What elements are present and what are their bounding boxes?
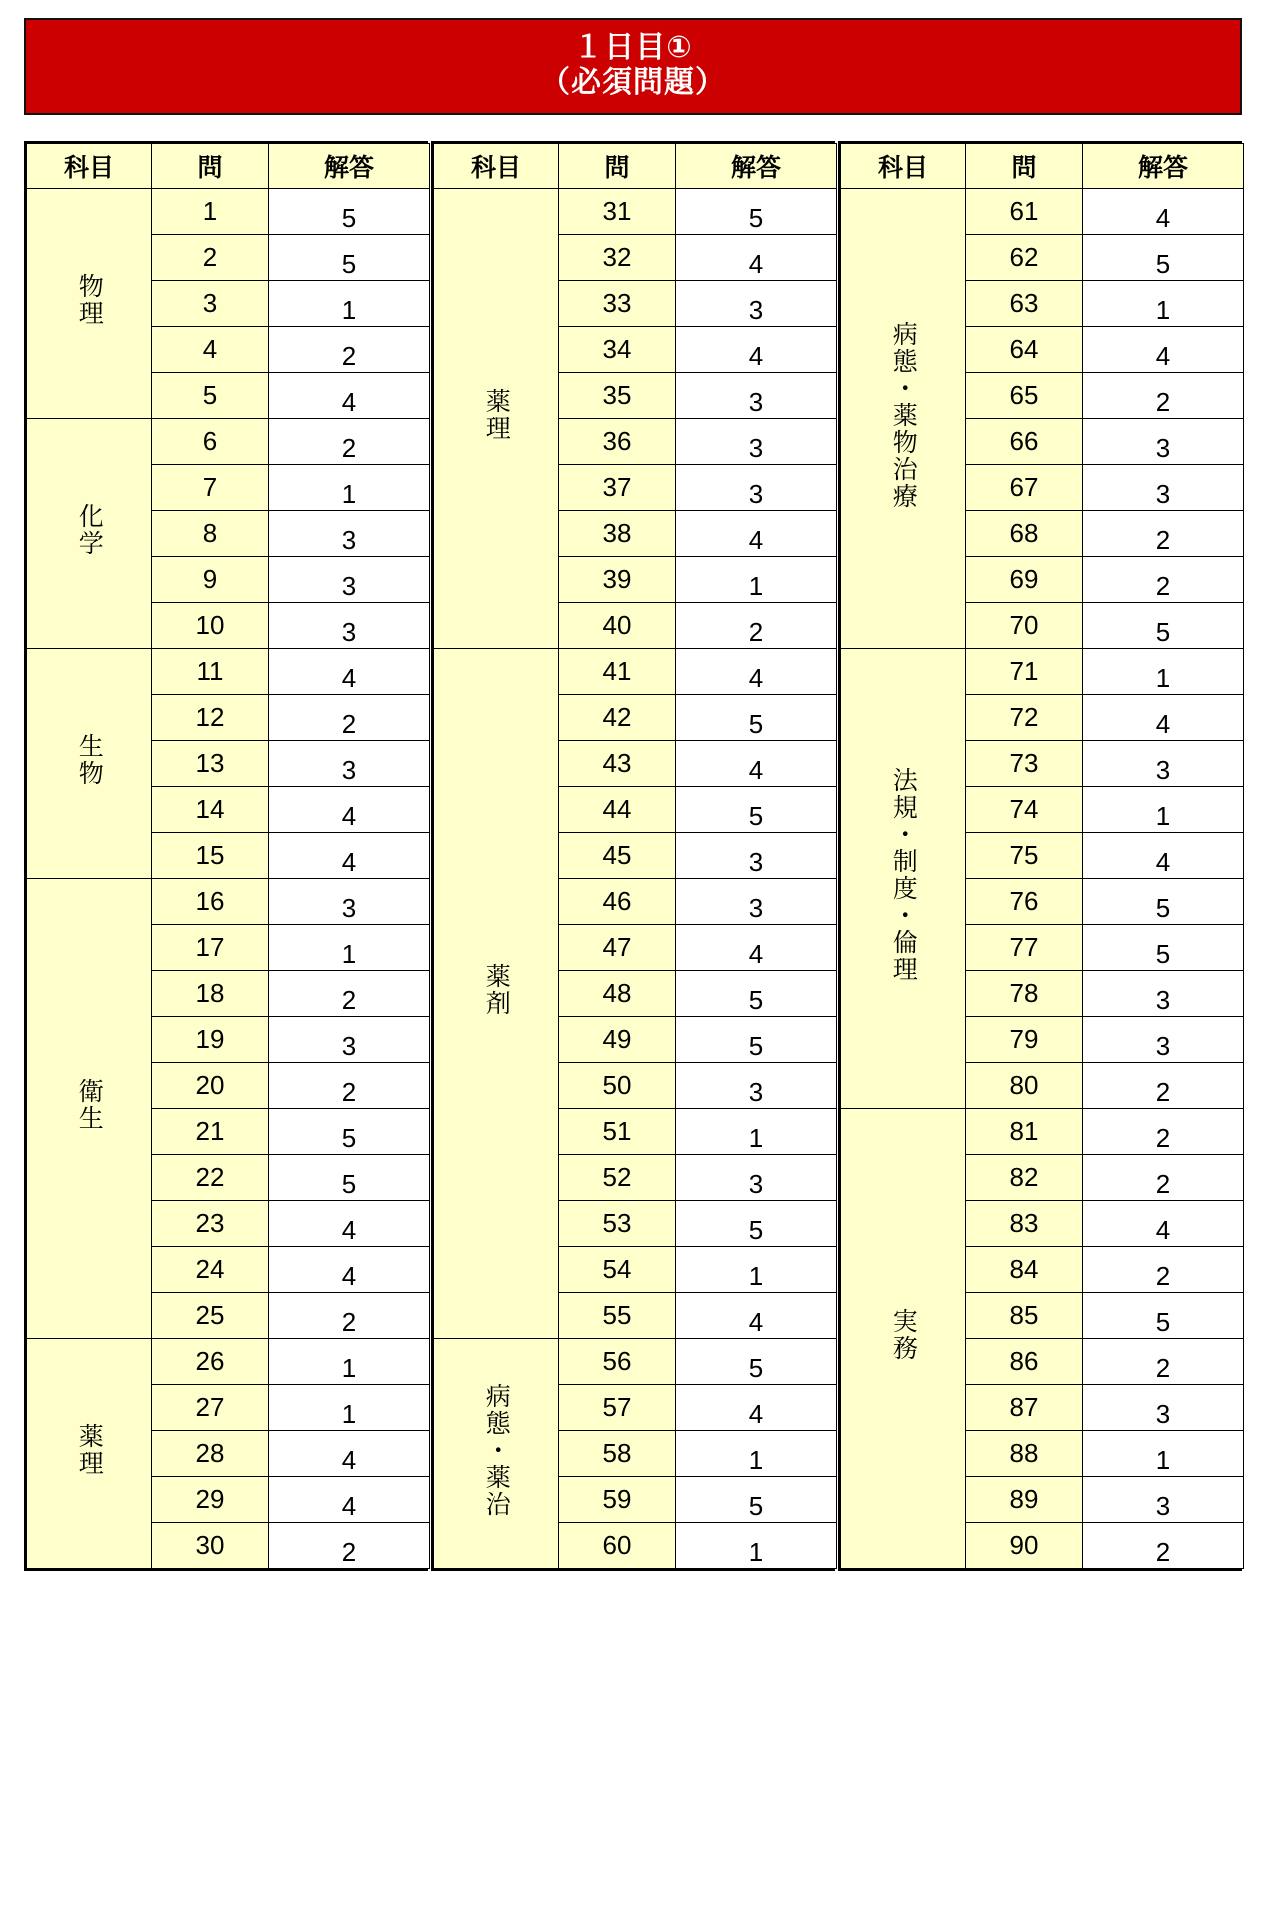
question-number-cell: 71	[966, 648, 1083, 694]
question-number-cell: 63	[966, 280, 1083, 326]
answer-cell: 5	[269, 1108, 430, 1154]
answer-cell: 5	[269, 188, 430, 234]
question-number-cell: 8	[152, 510, 269, 556]
subject-label: 物理	[75, 273, 104, 328]
question-number-cell: 23	[152, 1200, 269, 1246]
answer-cell: 3	[269, 878, 430, 924]
subject-cell	[434, 188, 559, 648]
subject-label: 薬理	[482, 388, 511, 443]
question-number-cell: 69	[966, 556, 1083, 602]
subject-cell	[27, 648, 152, 878]
answer-cell: 3	[676, 832, 837, 878]
answer-cell: 4	[269, 1476, 430, 1522]
answer-cell: 5	[1083, 1292, 1244, 1338]
answer-block-2	[431, 141, 835, 1571]
answer-cell: 5	[1083, 602, 1244, 648]
answer-cell: 4	[676, 924, 837, 970]
question-number-cell: 57	[559, 1384, 676, 1430]
subject-cell	[841, 1108, 966, 1568]
filler-cell	[1083, 1568, 1244, 1569]
answer-cell: 2	[1083, 556, 1244, 602]
question-number-cell: 4	[152, 326, 269, 372]
question-number-cell: 79	[966, 1016, 1083, 1062]
question-number-cell: 5	[152, 372, 269, 418]
answer-cell: 2	[269, 1292, 430, 1338]
filler-cell	[269, 1568, 430, 1569]
answer-cell: 2	[269, 326, 430, 372]
answer-cell: 2	[1083, 1338, 1244, 1384]
question-number-cell: 67	[966, 464, 1083, 510]
answer-cell: 3	[676, 1062, 837, 1108]
answer-cell: 2	[269, 1522, 430, 1568]
answer-cell: 5	[676, 970, 837, 1016]
table-row	[27, 1338, 430, 1384]
question-number-cell: 66	[966, 418, 1083, 464]
answer-cell: 5	[1083, 878, 1244, 924]
answer-cell: 3	[676, 372, 837, 418]
header-cell-answer: 解答	[1083, 143, 1244, 188]
answer-cell: 5	[676, 694, 837, 740]
question-number-cell: 28	[152, 1430, 269, 1476]
question-number-cell: 24	[152, 1246, 269, 1292]
answer-cell: 3	[269, 556, 430, 602]
answer-cell: 5	[676, 786, 837, 832]
question-number-cell: 20	[152, 1062, 269, 1108]
question-number-cell: 26	[152, 1338, 269, 1384]
answer-cell: 2	[269, 970, 430, 1016]
subject-cell	[27, 418, 152, 648]
subject-label: 化学	[75, 503, 104, 558]
question-number-cell: 19	[152, 1016, 269, 1062]
question-number-cell: 61	[966, 188, 1083, 234]
answer-cell: 4	[676, 648, 837, 694]
table-row	[27, 648, 430, 694]
answer-cell: 2	[1083, 1108, 1244, 1154]
question-number-cell: 70	[966, 602, 1083, 648]
question-number-cell: 51	[559, 1108, 676, 1154]
answer-cell: 4	[1083, 188, 1244, 234]
question-number-cell: 87	[966, 1384, 1083, 1430]
answer-cell: 1	[676, 1108, 837, 1154]
question-number-cell: 78	[966, 970, 1083, 1016]
subject-cell	[434, 648, 559, 1338]
question-number-cell: 21	[152, 1108, 269, 1154]
question-number-cell: 72	[966, 694, 1083, 740]
question-number-cell: 16	[152, 878, 269, 924]
question-number-cell: 86	[966, 1338, 1083, 1384]
question-number-cell: 13	[152, 740, 269, 786]
header-cell-answer: 解答	[676, 143, 837, 188]
question-number-cell: 52	[559, 1154, 676, 1200]
table-row	[27, 188, 430, 234]
answer-cell: 2	[1083, 1246, 1244, 1292]
question-number-cell: 58	[559, 1430, 676, 1476]
question-number-cell: 36	[559, 418, 676, 464]
answer-cell: 1	[676, 1246, 837, 1292]
question-number-cell: 38	[559, 510, 676, 556]
question-number-cell: 25	[152, 1292, 269, 1338]
filler-cell	[676, 1568, 837, 1569]
question-number-cell: 88	[966, 1430, 1083, 1476]
subject-label: 病態・薬治	[482, 1382, 511, 1518]
question-number-cell: 56	[559, 1338, 676, 1384]
question-number-cell: 34	[559, 326, 676, 372]
answer-cell: 2	[1083, 1062, 1244, 1108]
answer-cell: 5	[1083, 234, 1244, 280]
question-number-cell: 31	[559, 188, 676, 234]
answer-cell: 4	[676, 740, 837, 786]
answer-table-3	[840, 143, 1244, 1569]
answer-cell: 1	[269, 280, 430, 326]
answer-cell: 5	[269, 1154, 430, 1200]
answer-cell: 2	[269, 694, 430, 740]
question-number-cell: 83	[966, 1200, 1083, 1246]
answer-cell: 3	[676, 1154, 837, 1200]
answer-cell: 5	[676, 1476, 837, 1522]
question-number-cell: 48	[559, 970, 676, 1016]
answer-cell: 4	[1083, 1200, 1244, 1246]
answer-cell: 4	[269, 832, 430, 878]
subject-label: 法規・制度・倫理	[889, 767, 918, 984]
answer-cell: 3	[269, 740, 430, 786]
question-number-cell: 39	[559, 556, 676, 602]
question-number-cell: 12	[152, 694, 269, 740]
header-cell-subject: 科目	[841, 143, 966, 188]
answer-cell: 4	[269, 1200, 430, 1246]
answer-cell: 1	[269, 1338, 430, 1384]
subject-label: 生物	[75, 733, 104, 788]
question-number-cell: 47	[559, 924, 676, 970]
answer-cell: 4	[269, 648, 430, 694]
question-number-cell: 27	[152, 1384, 269, 1430]
table-row	[434, 1338, 837, 1384]
header-cell-subject: 科目	[27, 143, 152, 188]
answer-cell: 2	[269, 1062, 430, 1108]
question-number-cell: 10	[152, 602, 269, 648]
table-row	[27, 878, 430, 924]
answer-cell: 4	[676, 1384, 837, 1430]
question-number-cell: 35	[559, 372, 676, 418]
filler-cell	[841, 1568, 966, 1569]
question-number-cell: 65	[966, 372, 1083, 418]
question-number-cell: 62	[966, 234, 1083, 280]
question-number-cell: 17	[152, 924, 269, 970]
question-number-cell: 49	[559, 1016, 676, 1062]
answer-cell: 3	[676, 878, 837, 924]
answer-cell: 2	[269, 418, 430, 464]
question-number-cell: 84	[966, 1246, 1083, 1292]
question-number-cell: 41	[559, 648, 676, 694]
answer-cell: 3	[1083, 970, 1244, 1016]
answer-table-1	[26, 143, 430, 1569]
answer-cell: 1	[1083, 1430, 1244, 1476]
question-number-cell: 37	[559, 464, 676, 510]
answer-cell: 2	[1083, 1522, 1244, 1568]
question-number-cell: 55	[559, 1292, 676, 1338]
question-number-cell: 76	[966, 878, 1083, 924]
answer-block-3	[838, 141, 1242, 1571]
subject-cell	[27, 188, 152, 418]
subject-label: 薬剤	[482, 963, 511, 1018]
question-number-cell: 81	[966, 1108, 1083, 1154]
question-number-cell: 50	[559, 1062, 676, 1108]
question-number-cell: 59	[559, 1476, 676, 1522]
table-row	[434, 188, 837, 234]
answer-cell: 4	[676, 234, 837, 280]
subject-cell	[841, 648, 966, 1108]
question-number-cell: 75	[966, 832, 1083, 878]
answer-cell: 1	[676, 1522, 837, 1568]
answer-cell: 2	[1083, 1154, 1244, 1200]
question-number-cell: 40	[559, 602, 676, 648]
answer-cell: 2	[1083, 510, 1244, 556]
answer-cell: 3	[676, 464, 837, 510]
question-number-cell: 90	[966, 1522, 1083, 1568]
question-number-cell: 3	[152, 280, 269, 326]
answer-cell: 4	[1083, 694, 1244, 740]
filler-cell	[27, 1568, 152, 1569]
question-number-cell: 46	[559, 878, 676, 924]
answer-cell: 1	[676, 556, 837, 602]
answer-cell: 3	[1083, 740, 1244, 786]
page-title	[24, 18, 1242, 115]
answer-cell: 2	[1083, 372, 1244, 418]
table-row	[27, 418, 430, 464]
question-number-cell: 64	[966, 326, 1083, 372]
answer-cell: 1	[269, 464, 430, 510]
answer-cell: 3	[1083, 1016, 1244, 1062]
answer-cell: 5	[676, 1016, 837, 1062]
page-title-line2: （必須問題）	[540, 66, 726, 100]
question-number-cell: 85	[966, 1292, 1083, 1338]
answer-cell: 4	[269, 1430, 430, 1476]
question-number-cell: 9	[152, 556, 269, 602]
filler-cell	[966, 1568, 1083, 1569]
filler-cell	[559, 1568, 676, 1569]
answer-cell: 1	[1083, 648, 1244, 694]
question-number-cell: 32	[559, 234, 676, 280]
answer-cell: 3	[1083, 1384, 1244, 1430]
question-number-cell: 42	[559, 694, 676, 740]
table-header-row	[841, 143, 1244, 188]
question-number-cell: 18	[152, 970, 269, 1016]
question-number-cell: 14	[152, 786, 269, 832]
table-row-filler	[434, 1568, 837, 1569]
subject-cell	[434, 1338, 559, 1568]
filler-cell	[434, 1568, 559, 1569]
table-row-filler	[27, 1568, 430, 1569]
answer-table-2	[433, 143, 837, 1569]
answer-cell: 1	[1083, 280, 1244, 326]
table-row	[434, 648, 837, 694]
header-cell-answer: 解答	[269, 143, 430, 188]
question-number-cell: 6	[152, 418, 269, 464]
question-number-cell: 74	[966, 786, 1083, 832]
answer-cell: 1	[676, 1430, 837, 1476]
answer-cell: 4	[1083, 832, 1244, 878]
answer-cell: 1	[269, 1384, 430, 1430]
answer-cell: 3	[1083, 1476, 1244, 1522]
table-header-row	[434, 143, 837, 188]
question-number-cell: 53	[559, 1200, 676, 1246]
answer-cell: 1	[269, 924, 430, 970]
answer-cell: 4	[269, 786, 430, 832]
subject-cell	[27, 878, 152, 1338]
subject-cell	[27, 1338, 152, 1568]
answer-cell: 5	[676, 1338, 837, 1384]
answer-cell: 3	[676, 280, 837, 326]
table-row	[841, 1108, 1244, 1154]
question-number-cell: 68	[966, 510, 1083, 556]
question-number-cell: 73	[966, 740, 1083, 786]
question-number-cell: 77	[966, 924, 1083, 970]
answer-cell: 3	[676, 418, 837, 464]
answer-cell: 4	[1083, 326, 1244, 372]
answer-cell: 5	[1083, 924, 1244, 970]
answer-cell: 4	[676, 326, 837, 372]
question-number-cell: 11	[152, 648, 269, 694]
question-number-cell: 2	[152, 234, 269, 280]
question-number-cell: 60	[559, 1522, 676, 1568]
answer-cell: 4	[269, 372, 430, 418]
answer-cell: 3	[269, 1016, 430, 1062]
question-number-cell: 82	[966, 1154, 1083, 1200]
question-number-cell: 30	[152, 1522, 269, 1568]
subject-label: 病態・薬物治療	[889, 320, 918, 510]
question-number-cell: 22	[152, 1154, 269, 1200]
header-cell-subject: 科目	[434, 143, 559, 188]
answer-cell: 2	[676, 602, 837, 648]
subject-label: 薬理	[75, 1423, 104, 1478]
answer-cell: 3	[269, 602, 430, 648]
question-number-cell: 54	[559, 1246, 676, 1292]
answer-cell: 3	[269, 510, 430, 556]
question-number-cell: 1	[152, 188, 269, 234]
answer-cell: 1	[1083, 786, 1244, 832]
subject-cell	[841, 188, 966, 648]
answer-block-1	[24, 141, 428, 1571]
question-number-cell: 80	[966, 1062, 1083, 1108]
answer-cell: 5	[676, 1200, 837, 1246]
question-number-cell: 89	[966, 1476, 1083, 1522]
header-cell-question: 問	[152, 143, 269, 188]
answer-cell: 3	[1083, 464, 1244, 510]
table-row	[841, 188, 1244, 234]
answer-cell: 4	[676, 510, 837, 556]
answer-cell: 4	[676, 1292, 837, 1338]
question-number-cell: 15	[152, 832, 269, 878]
question-number-cell: 7	[152, 464, 269, 510]
answer-cell: 4	[269, 1246, 430, 1292]
answer-cell: 5	[269, 234, 430, 280]
question-number-cell: 45	[559, 832, 676, 878]
header-cell-question: 問	[559, 143, 676, 188]
question-number-cell: 29	[152, 1476, 269, 1522]
question-number-cell: 44	[559, 786, 676, 832]
answer-cell: 3	[1083, 418, 1244, 464]
filler-cell	[152, 1568, 269, 1569]
answer-grid	[24, 141, 1242, 1571]
subject-label: 実務	[889, 1308, 918, 1363]
answer-cell: 5	[676, 188, 837, 234]
table-header-row	[27, 143, 430, 188]
subject-label: 衛生	[75, 1078, 104, 1133]
table-row-filler	[841, 1568, 1244, 1569]
page-title-line1: １日目①	[573, 31, 693, 64]
question-number-cell: 43	[559, 740, 676, 786]
table-row	[841, 648, 1244, 694]
question-number-cell: 33	[559, 280, 676, 326]
header-cell-question: 問	[966, 143, 1083, 188]
